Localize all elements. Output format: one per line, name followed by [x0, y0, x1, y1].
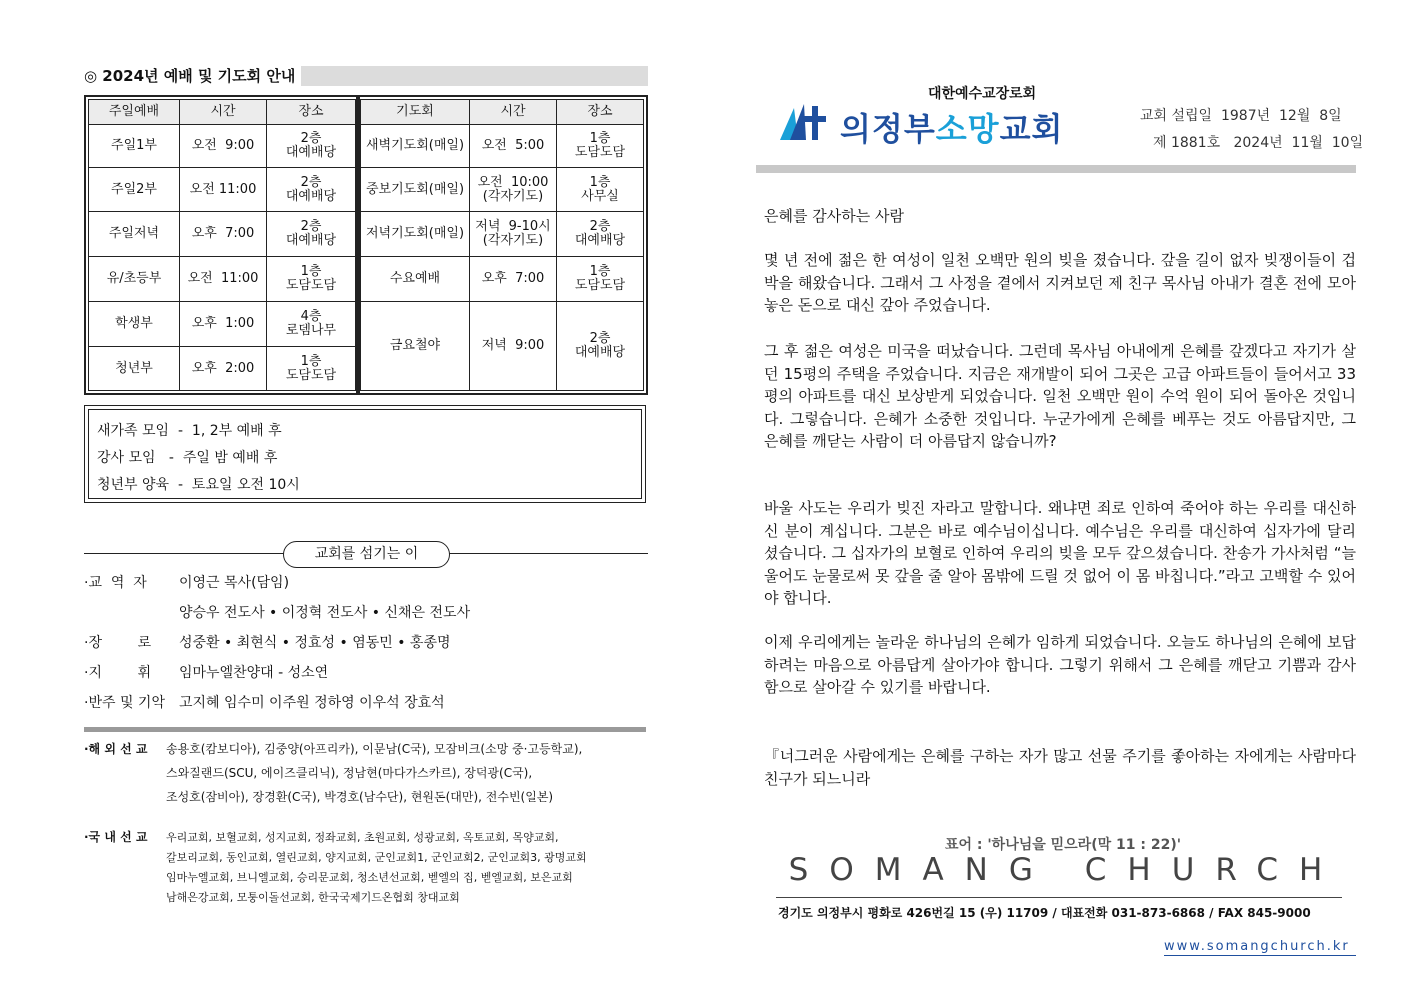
cell-time: 오전 9:00	[180, 125, 267, 168]
article-paragraph: 그 후 젊은 여성은 미국을 떠났습니다. 그런데 목사님 아내에게 은혜를 갚겠다고 자기가 살던 15평의 주택을 주었습니다. 지금은 재개발이 되어 그곳은 고급 아파트들이 들어서고 33평의 아파트를 대신 보상받게 되었습니다. 일천 오백만 원이 수억 원이 되어 돌아온 것입니다. 그렇습니다. 은혜가 소중한 것입니다. 누군가에게 은혜를 베푸는 것도 아름답지만, 그 은혜를 깨닫는 사람이 더 아름답지 않습니까?	[764, 342, 1356, 450]
staff-value: 양승우 전도사 • 이정혁 전도사 • 신채은 전도사	[179, 605, 471, 621]
issue-number: 제 1881호 2024년 11월 10일	[1153, 135, 1364, 151]
staff-value: 고지혜 임수미 이주원 정하영 이우석 장효석	[179, 695, 445, 711]
schedule-title: ◎ 2024년 예배 및 기도회 안내	[84, 66, 301, 86]
note-line: 청년부 양육 - 토요일 오전 10시	[97, 477, 300, 493]
cell-time: 오후 1:00	[180, 302, 267, 347]
cell-place: 1층 도담도담	[267, 257, 356, 302]
cell-name: 학생부	[89, 302, 180, 347]
article-paragraph: 몇 년 전에 젊은 한 여성이 일천 오백만 원의 빚을 졌습니다. 갚을 길이 없자 빚쟁이들이 겁박을 해왔습니다. 그래서 그 사정을 곁에서 지켜보던 제 친구 목사님 아내가 결혼 전에 모아놓은 돈으로 대신 갚아 주었습니다.	[764, 251, 1356, 314]
domestic-label: ·국 내 선 교	[84, 830, 148, 844]
mission-line: 임마누엘교회, 브니엘교회, 승리문교회, 청소년선교회, 벧엘의 집, 벧엘교회, 보은교회	[166, 871, 573, 884]
mission-line: 남해은강교회, 모퉁이돌선교회, 한국국제기드온협회 창대교회	[166, 891, 460, 904]
prayer-table	[360, 99, 644, 391]
website-link[interactable]: www.somangchurch.kr	[1164, 939, 1350, 954]
cell-place: 4층 로뎀나무	[267, 302, 356, 347]
table-row	[89, 125, 356, 168]
cell-place: 2층 대예배당	[557, 212, 644, 257]
cell-name: 중보기도회(매일)	[361, 168, 470, 212]
staff-row	[84, 658, 328, 688]
denomination: 대한예수교장로회	[928, 86, 1037, 102]
staff-row	[84, 598, 470, 628]
staff-row	[84, 688, 445, 718]
founded-date: 교회 설립일 1987년 12월 8일	[1140, 108, 1342, 124]
notes-box	[84, 405, 646, 503]
staff-value: 임마누엘찬양대 - 성소연	[179, 665, 329, 681]
cell-place: 1층 도담도담	[557, 125, 644, 168]
cell-name: 주일저녁	[89, 212, 180, 257]
table-row	[361, 302, 644, 391]
cell-name: 청년부	[89, 347, 180, 391]
staff-label: ·반주 및 기악	[84, 695, 165, 711]
table-row	[89, 212, 356, 257]
staff-value: 성중환 • 최현식 • 정효성 • 염동민 • 홍종명	[179, 635, 451, 651]
cell-time: 오전 11:00	[180, 257, 267, 302]
servants-title: 교회를 섬기는 이	[283, 541, 450, 568]
table-row	[89, 302, 356, 347]
staff-label: ·교 역 자	[84, 575, 147, 591]
church-logo-icon	[776, 100, 836, 144]
cell-name: 주일2부	[89, 168, 180, 212]
cell-name: 수요예배	[361, 257, 470, 302]
divider	[84, 727, 646, 732]
church-name-part: 소망	[935, 110, 1000, 148]
motto: 표어 : '하나님을 믿으라(막 11 : 22)'	[944, 837, 1181, 853]
table-row	[89, 257, 356, 302]
cell-time: 오후 7:00	[180, 212, 267, 257]
prayer-table-frame	[356, 95, 648, 395]
cell-place: 1층 사무실	[557, 168, 644, 212]
table-row	[361, 125, 644, 168]
cell-time: 오후 2:00	[180, 347, 267, 391]
table-row	[361, 168, 644, 212]
mission-line: 송용호(캄보디아), 김중양(아프리카), 이문남(C국), 모잠비크(소망 중·고등학교),	[166, 742, 583, 756]
cell-time: 저녁 9-10시 (각자기도)	[470, 212, 557, 257]
church-english-name: SOMANG CHURCH	[788, 852, 1344, 888]
table-row	[361, 257, 644, 302]
mission-line: 갈보리교회, 동인교회, 열린교회, 양지교회, 군인교회1, 군인교회2, 군인교회3, 광명교회	[166, 851, 587, 864]
cell-place: 2층 대예배당	[557, 302, 644, 391]
mission-line: 우리교회, 보혈교회, 성지교회, 정좌교회, 초원교회, 성광교회, 옥토교회, 목양교회,	[166, 831, 559, 844]
table-header: 장소	[557, 100, 644, 125]
overseas-label: ·해 외 선 교	[84, 742, 148, 756]
cell-name: 주일1부	[89, 125, 180, 168]
table-header: 주일예배	[89, 100, 180, 125]
header-divider	[756, 165, 1356, 173]
table-header: 장소	[267, 100, 356, 125]
article-paragraph: 이제 우리에게는 놀라운 하나님의 은혜가 임하게 되었습니다. 오늘도 하나님의 은혜에 보답하려는 마음으로 아름답게 살아가야 합니다. 그렇기 위해서 그 은혜를 깨닫고 기쁨과 감사함으로 살아갈 수 있기를 바랍니다.	[764, 633, 1356, 696]
article-paragraph: 바울 사도는 우리가 빚진 자라고 말합니다. 왜냐면 죄로 인하여 죽어야 하는 우리를 대신하신 분이 계십니다. 그분은 바로 예수님이십니다. 예수님은 우리를 대신하여 십자가에 달리셨습니다. 그 십자가의 보혈로 인하여 우리의 빚을 모두 갚으셨습니다. 찬송가 가사처럼 “늘 울어도 눈물로써 못 갚을 줄 알아 몸밖에 드릴 것 없어 이 몸 바칩니다.”라고 고백할 수 있어야 합니다.	[764, 499, 1356, 607]
table-row	[89, 168, 356, 212]
staff-label: ·지 휘	[84, 665, 152, 681]
schedule-title-bar	[84, 66, 648, 86]
table-header: 시간	[180, 100, 267, 125]
church-name-part: 의정부	[840, 110, 936, 148]
cell-time: 오전 10:00 (각자기도)	[470, 168, 557, 212]
domestic-mission	[84, 827, 587, 908]
table-header-row	[361, 100, 644, 125]
cell-name: 금요철야	[361, 302, 470, 391]
address: 경기도 의정부시 평화로 426번길 15 (우) 11709 / 대표전화 031-873-6868 / FAX 845-9000	[778, 906, 1311, 920]
worship-table-frame	[84, 95, 360, 395]
staff-value: 이영근 목사(담임)	[179, 575, 290, 591]
cell-time: 오전 11:00	[180, 168, 267, 212]
church-name-part: 교회	[999, 110, 1064, 148]
worship-table	[88, 99, 356, 391]
cell-place: 1층 도담도담	[557, 257, 644, 302]
church-name	[840, 104, 1063, 150]
cell-name: 새벽기도회(매일)	[361, 125, 470, 168]
staff-row	[84, 568, 289, 598]
table-row	[89, 347, 356, 391]
cell-time: 오후 7:00	[470, 257, 557, 302]
cell-time: 저녁 9:00	[470, 302, 557, 391]
mission-line: 스와질랜드(SCU, 에이즈클리닉), 정남현(마다가스카르), 장덕광(C국),	[166, 766, 533, 780]
table-header-row	[89, 100, 356, 125]
cell-place: 1층 도담도담	[267, 347, 356, 391]
cell-name: 유/초등부	[89, 257, 180, 302]
mission-line: 조성호(잠비아), 장경환(C국), 박경호(남수단), 현원돈(대만), 전수빈(일본)	[166, 790, 554, 804]
overseas-mission	[84, 737, 582, 809]
article-title: 은혜를 감사하는 사람	[764, 207, 904, 225]
divider	[776, 897, 1342, 898]
cell-place: 2층 대예배당	[267, 125, 356, 168]
table-row	[361, 212, 644, 257]
divider	[1164, 955, 1356, 956]
table-header: 시간	[470, 100, 557, 125]
cell-place: 2층 대예배당	[267, 212, 356, 257]
note-line: 강사 모임 - 주일 밤 예배 후	[97, 450, 278, 466]
staff-row	[84, 628, 451, 658]
table-header: 기도회	[361, 100, 470, 125]
article-quote: 『너그러운 사람에게는 은혜를 구하는 자가 많고 선물 주기를 좋아하는 자에게는 사람마다 친구가 되느니라	[764, 747, 1356, 788]
cell-place: 2층 대예배당	[267, 168, 356, 212]
note-line: 새가족 모임 - 1, 2부 예배 후	[97, 423, 282, 439]
cell-time: 오전 5:00	[470, 125, 557, 168]
staff-label: ·장 로	[84, 635, 152, 651]
cell-name: 저녁기도회(매일)	[361, 212, 470, 257]
